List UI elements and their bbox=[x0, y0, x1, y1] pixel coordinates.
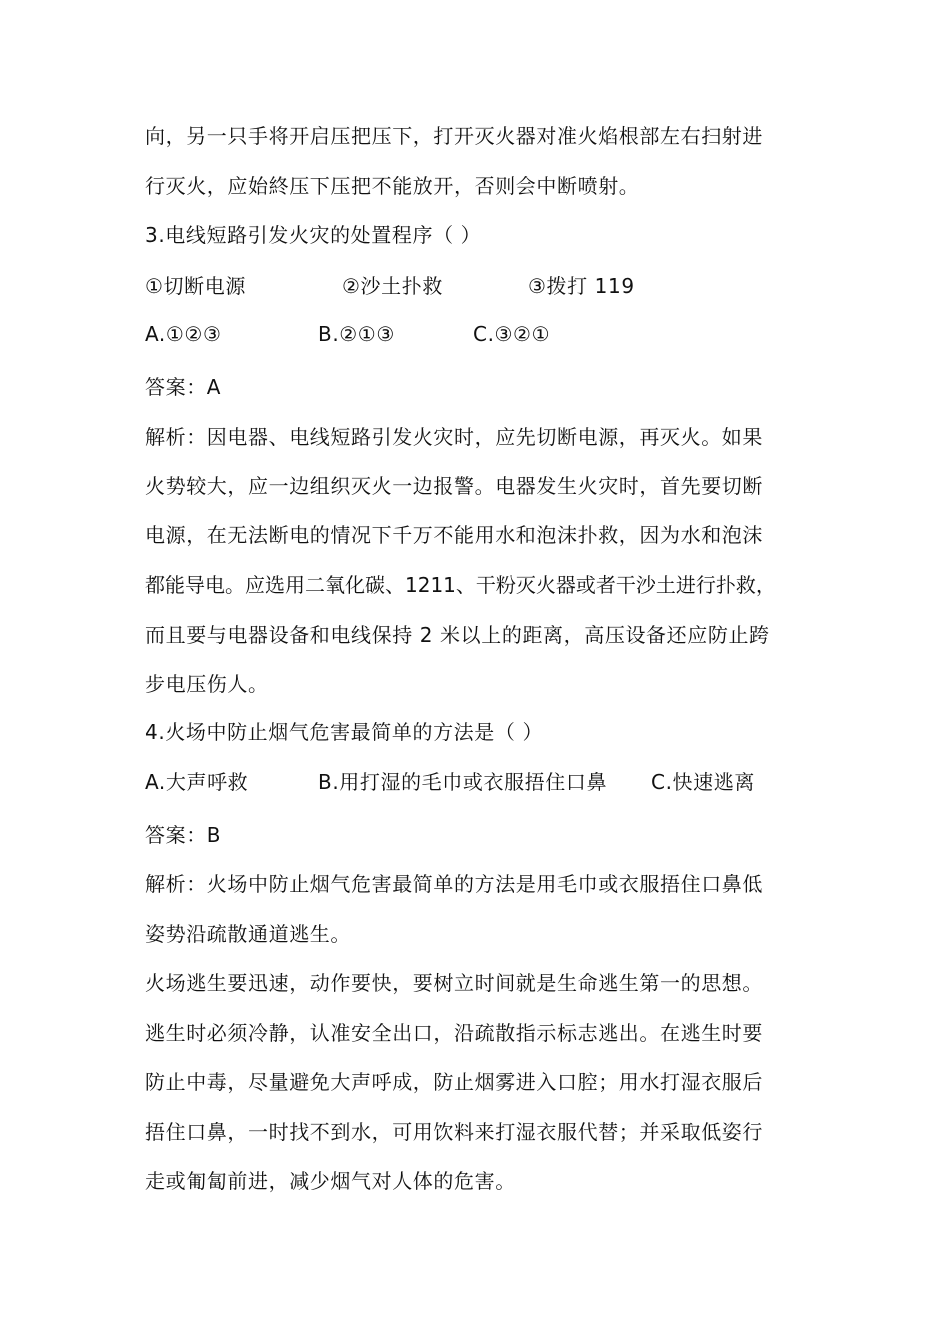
step-item: ①切断电源 bbox=[145, 274, 246, 298]
paragraph-line: 逃生时必须冷静，认准安全出口，沿疏散指示标志逃出。在逃生时要 bbox=[145, 1021, 763, 1045]
intro-line: 行灭火，应始終压下压把不能放开，否则会中断喷射。 bbox=[145, 174, 640, 198]
analysis-line: 姿势沿疏散通道逃生。 bbox=[145, 922, 351, 946]
option-a: A.①②③ bbox=[145, 322, 222, 346]
paragraph-line: 防止中毒，尽量避免大声呼成，防止烟雾进入口腔；用水打湿衣服后 bbox=[145, 1070, 763, 1094]
analysis-line: 都能导电。应选用二氧化碳、1211、干粉灭火器或者干沙土进行扑救， bbox=[145, 573, 776, 597]
option-b: B.②①③ bbox=[318, 322, 395, 346]
analysis-line: 步电压伤人。 bbox=[145, 672, 269, 696]
option-c: C.快速逃离 bbox=[651, 770, 755, 794]
paragraph-line: 走或匍匐前进，减少烟气对人体的危害。 bbox=[145, 1169, 516, 1193]
question-3-title: 3.电线短路引发火灾的处置程序（ ） bbox=[145, 223, 482, 247]
intro-line: 向，另一只手将开启压把压下，打开灭火器对准火焰根部左右扫射进 bbox=[145, 124, 763, 148]
step-item: ②沙土扑救 bbox=[342, 274, 443, 298]
step-item: ③拨打 119 bbox=[528, 274, 635, 298]
analysis-line: 火势较大，应一边组织灭火一边报警。电器发生火灾时，首先要切断 bbox=[145, 474, 763, 498]
option-a: A.大声呼救 bbox=[145, 770, 249, 794]
paragraph-line: 火场逃生要迅速，动作要快，要树立时间就是生命逃生第一的思想。 bbox=[145, 971, 763, 995]
analysis-line: 而且要与电器设备和电线保持 2 米以上的距离，高压设备还应防止跨 bbox=[145, 623, 770, 647]
analysis-line: 解析：因电器、电线短路引发火灾时，应先切断电源，再灭火。如果 bbox=[145, 425, 763, 449]
option-b: B.用打湿的毛巾或衣服捂住口鼻 bbox=[318, 770, 608, 794]
paragraph-line: 捂住口鼻，一时找不到水，可用饮料来打湿衣服代替；并采取低姿行 bbox=[145, 1120, 763, 1144]
question-4-answer: 答案：B bbox=[145, 823, 222, 847]
question-3-answer: 答案：A bbox=[145, 375, 222, 399]
analysis-line: 电源，在无法断电的情况下千万不能用水和泡沫扑救，因为水和泡沫 bbox=[145, 523, 763, 547]
option-c: C.③②① bbox=[473, 322, 551, 346]
question-4-title: 4.火场中防止烟气危害最简单的方法是（ ） bbox=[145, 720, 544, 744]
analysis-line: 解析：火场中防止烟气危害最简单的方法是用毛巾或衣服捂住口鼻低 bbox=[145, 872, 763, 896]
